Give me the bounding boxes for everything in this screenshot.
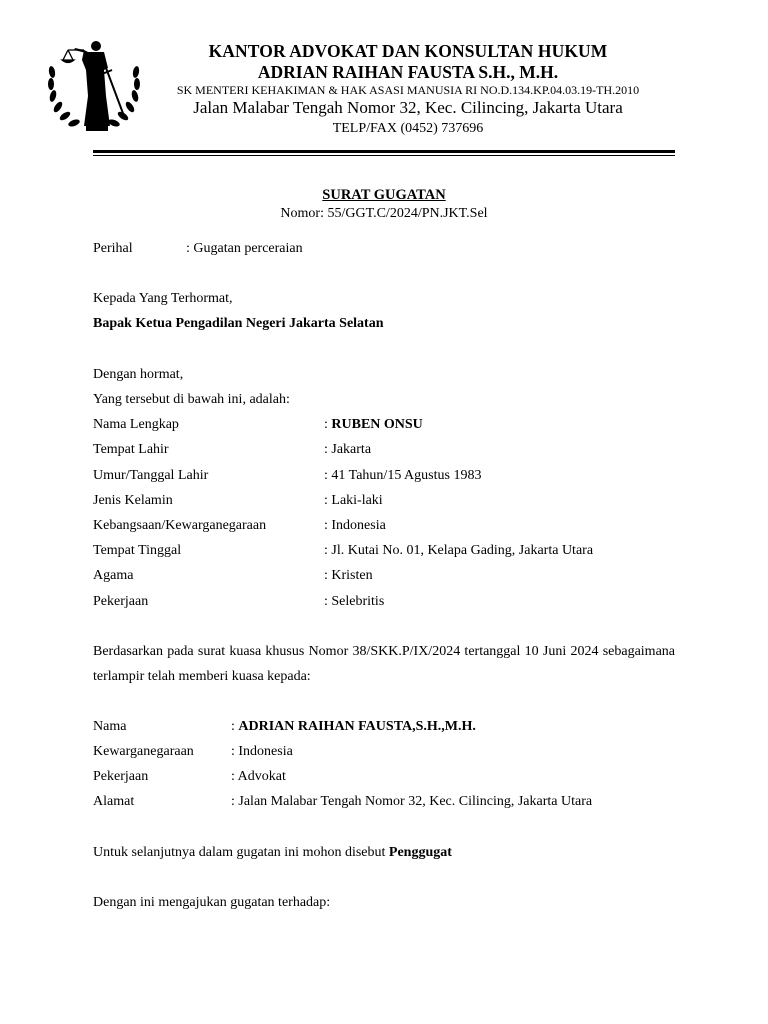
field-value: : Advokat: [231, 769, 286, 784]
lady-justice-emblem-icon: [44, 38, 144, 138]
field-label: Nama: [93, 719, 127, 734]
field-value: : Indonesia: [324, 518, 386, 533]
perihal-value: : Gugatan perceraian: [186, 241, 303, 256]
intro-line: Yang tersebut di bawah ini, adalah:: [93, 392, 290, 407]
field-label: Tempat Tinggal: [93, 543, 182, 558]
letterhead: [150, 40, 666, 139]
letterhead-divider-thin: [93, 155, 675, 156]
office-name: KANTOR ADVOKAT DAN KONSULTAN HUKUM: [208, 41, 608, 61]
field-label: Agama: [93, 568, 134, 583]
document-number: Nomor: 55/GGT.C/2024/PN.JKT.Sel: [280, 206, 488, 221]
field-label: Pekerjaan: [93, 594, 149, 609]
field-label: Kewarganegaraan: [93, 744, 194, 759]
license-decree: SK MENTERI KEHAKIMAN & HAK ASASI MANUSIA RI NO.D.134.KP.04.03.19-TH.2010: [176, 83, 640, 97]
recipient-name: Bapak Ketua Pengadilan Negeri Jakarta Selatan: [93, 316, 384, 331]
field-value: : Jakarta: [324, 442, 372, 457]
field-value: : RUBEN ONSU: [324, 417, 423, 432]
letterhead-divider-thick: [93, 150, 675, 153]
salutation: Dengan hormat,: [93, 367, 184, 382]
field-label: Umur/Tanggal Lahir: [93, 468, 209, 483]
field-value: : Jalan Malabar Tengah Nomor 32, Kec. Cilincing, Jakarta Utara: [231, 794, 593, 809]
field-value: : 41 Tahun/15 Agustus 1983: [324, 468, 482, 483]
field-label: Pekerjaan: [93, 769, 149, 784]
office-address: Jalan Malabar Tengah Nomor 32, Kec. Cilincing, Jakarta Utara: [193, 98, 623, 117]
power-of-attorney-paragraph: Berdasarkan pada surat kuasa khusus Nomor 38/SKK.P/IX/2024 tertanggal 10 Juni 2024 sebagaimana terlampir telah memberi kuasa kepada:: [93, 644, 675, 684]
field-label: Nama Lengkap: [93, 417, 179, 432]
advocate-name: ADRIAN RAIHAN FAUSTA S.H., M.H.: [257, 62, 559, 82]
document-title: SURAT GUGATAN: [322, 187, 446, 203]
field-label: Jenis Kelamin: [93, 493, 173, 508]
perihal-label: Perihal: [93, 241, 133, 256]
recipient-greeting: Kepada Yang Terhormat,: [93, 291, 233, 306]
field-value: : Kristen: [324, 568, 373, 583]
field-label: Tempat Lahir: [93, 442, 169, 457]
field-label: Kebangsaan/Kewarganegaraan: [93, 518, 267, 533]
field-value: : ADRIAN RAIHAN FAUSTA,S.H.,M.H.: [231, 719, 476, 734]
field-value: : Selebritis: [324, 594, 385, 609]
field-value: : Laki-laki: [324, 493, 383, 508]
field-value: : Jl. Kutai No. 01, Kelapa Gading, Jakarta Utara: [324, 543, 594, 558]
office-phone: TELP/FAX (0452) 737696: [332, 121, 484, 136]
lawsuit-against-line: Dengan ini mengajukan gugatan terhadap:: [93, 895, 331, 910]
field-label: Alamat: [93, 794, 135, 809]
plaintiff-designation: Untuk selanjutnya dalam gugatan ini mohon disebut Penggugat: [93, 845, 452, 860]
field-value: : Indonesia: [231, 744, 293, 759]
